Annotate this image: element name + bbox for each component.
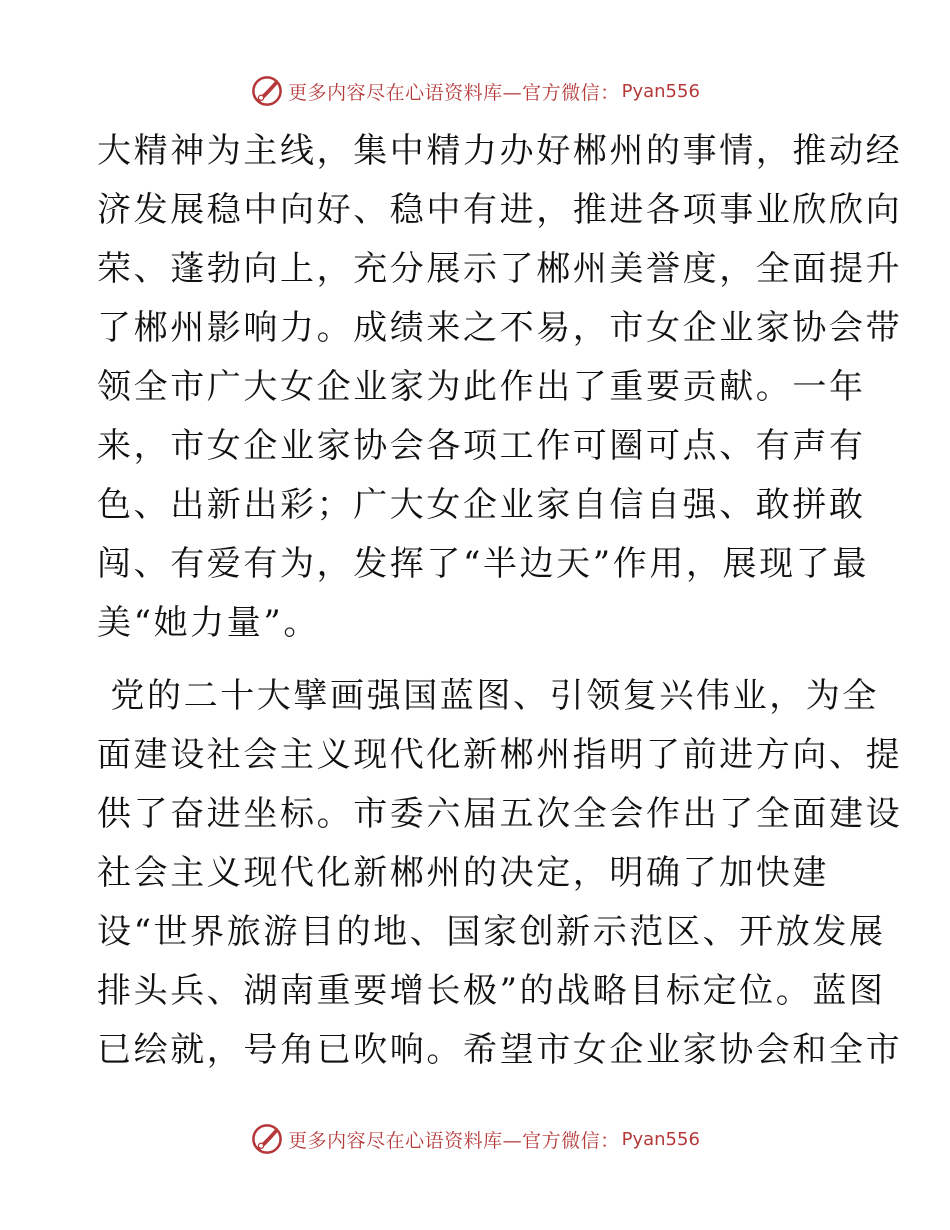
watermark-id: Pyan556 — [621, 1128, 700, 1150]
paragraph — [97, 667, 903, 1080]
brush-logo-icon — [250, 74, 284, 108]
text-line: 了郴州影响力。成绩来之不易，市女企业家协会带 — [97, 308, 903, 348]
text-line: 领全市广大女企业家为此作出了重要贡献。一年 — [97, 367, 866, 407]
text-line: 美“她力量”。 — [97, 603, 320, 643]
document-body — [97, 122, 903, 1080]
text-line: 排头兵、湖南重要增长极”的战略目标定位。蓝图 — [97, 971, 886, 1011]
text-line: 党的二十大擘画强国蓝图、引领复兴伟业，为全 — [97, 676, 880, 716]
text-line: 供了奋进坐标。市委六届五次全会作出了全面建设 — [97, 794, 903, 834]
text-line: 荣、蓬勃向上，充分展示了郴州美誉度，全面提升 — [97, 249, 903, 289]
text-line: 大精神为主线，集中精力办好郴州的事情，推动经 — [97, 131, 903, 171]
text-line: 社会主义现代化新郴州的决定，明确了加快建 — [97, 853, 829, 893]
text-line: 济发展稳中向好、稳中有进，推进各项事业欣欣向 — [97, 190, 903, 230]
brush-logo-icon — [250, 1122, 284, 1156]
text-line: 来，市女企业家协会各项工作可圈可点、有声有 — [97, 426, 866, 466]
watermark-text: 更多内容尽在心语资料库—官方微信： — [288, 81, 620, 104]
text-line: 设“世界旅游目的地、国家创新示范区、开放发展 — [97, 912, 886, 952]
watermark-id: Pyan556 — [621, 80, 700, 102]
footer-watermark — [0, 1122, 950, 1156]
text-line: 已绘就，号角已吹响。希望市女企业家协会和全市 — [97, 1030, 903, 1070]
text-line: 色、出新出彩；广大女企业家自信自强、敢拼敢 — [97, 485, 866, 525]
paragraph-gap — [97, 653, 857, 667]
text-line: 闯、有爱有为，发挥了“半边天”作用，展现了最 — [97, 544, 869, 584]
paragraph — [97, 122, 903, 653]
text-line: 面建设社会主义现代化新郴州指明了前进方向、提 — [97, 735, 903, 775]
watermark-text: 更多内容尽在心语资料库—官方微信： — [288, 1129, 620, 1152]
header-watermark — [0, 74, 950, 108]
